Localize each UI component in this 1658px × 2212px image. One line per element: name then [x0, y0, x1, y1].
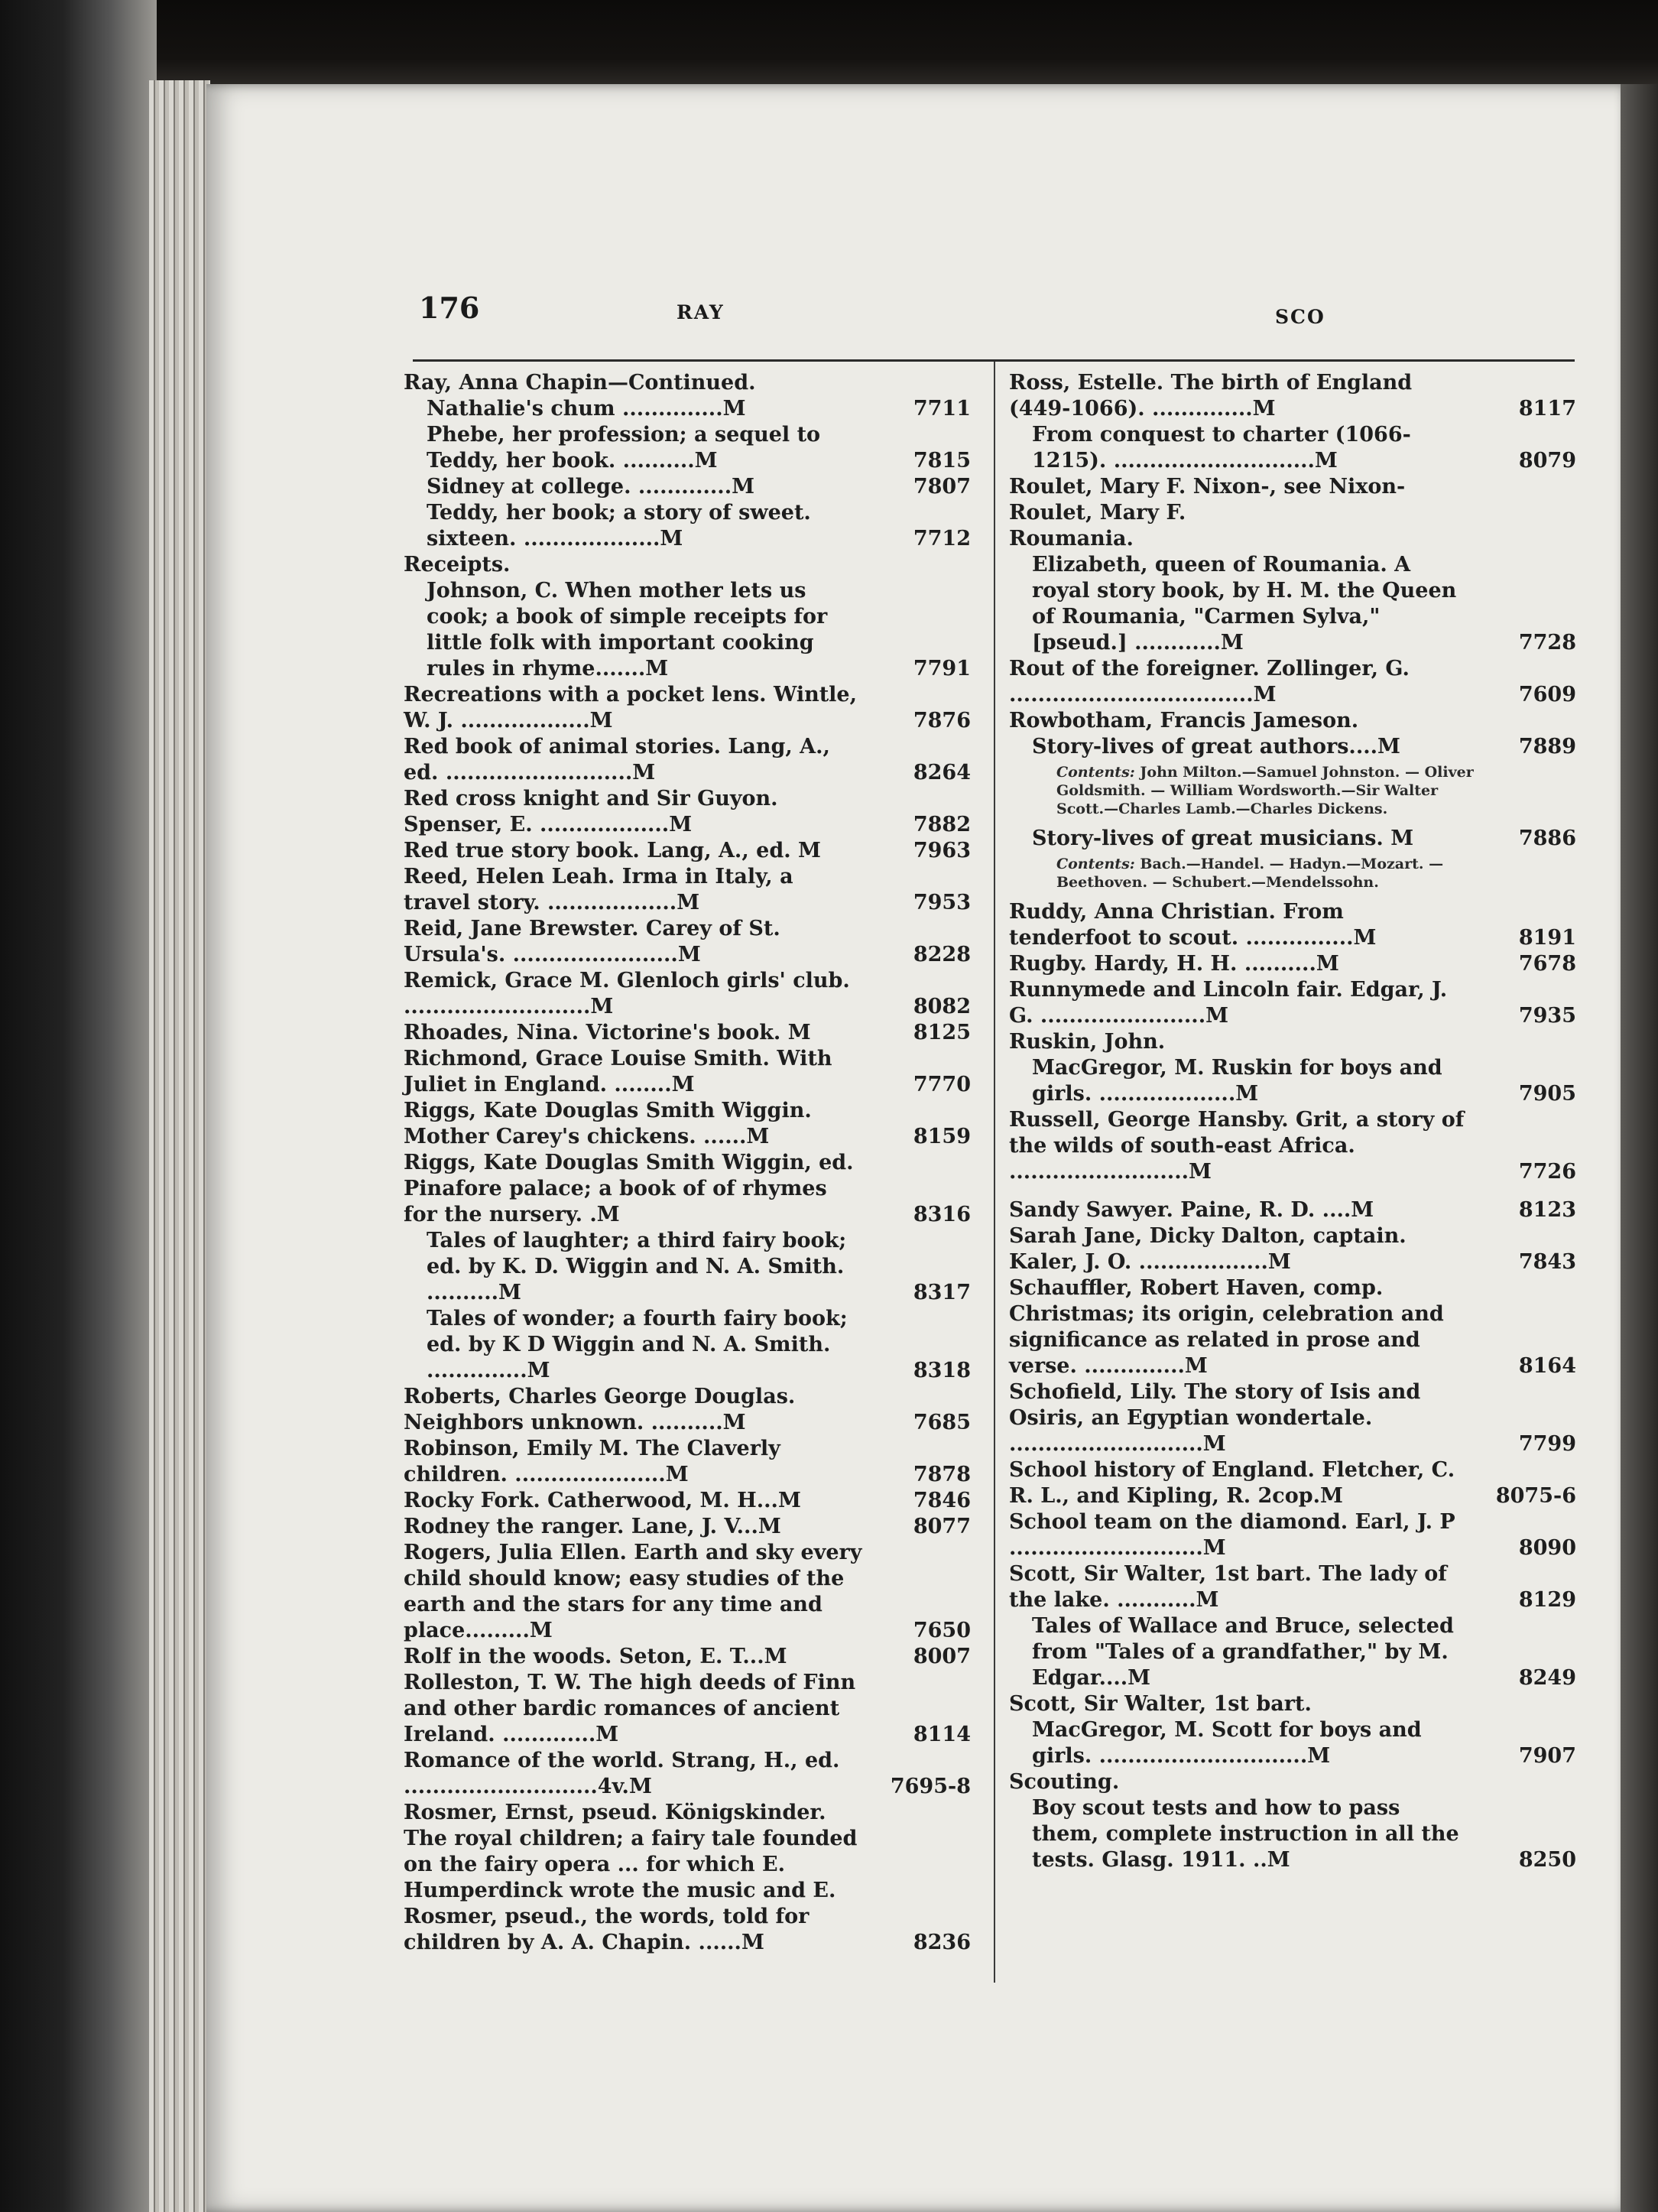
index-entry	[1009, 977, 1576, 1029]
entry-text: Sarah Jane, Dicky Dalton, captain. Kaler, J. O. ..................M	[1009, 1224, 1407, 1274]
entry-number: 7953	[913, 891, 971, 914]
entry-number: 8249	[1518, 1666, 1576, 1690]
entry-text: Red book of animal stories. Lang, A., ed. ..........................M	[404, 735, 830, 784]
entry-number: 8079	[1518, 449, 1576, 473]
entry-number: 8075-6	[1495, 1484, 1576, 1508]
entry-text: Rhoades, Nina. Victorine's book. M	[404, 1021, 811, 1044]
index-entry	[1009, 1457, 1576, 1509]
index-entry	[404, 1020, 971, 1046]
index-entry	[1009, 1379, 1576, 1457]
entry-number: 7886	[1518, 827, 1576, 850]
section-gap	[1009, 1185, 1576, 1197]
entry-text: MacGregor, M. Scott for boys and girls. .............................M	[1032, 1718, 1422, 1768]
index-entry	[1009, 734, 1576, 760]
entry-number: 8129	[1518, 1588, 1576, 1612]
entry-text: Red true story book. Lang, A., ed. M	[404, 839, 821, 862]
entry-text: MacGregor, M. Ruskin for boys and girls. ...................M	[1032, 1056, 1442, 1106]
index-entry	[404, 1644, 971, 1670]
entry-text: Richmond, Grace Louise Smith. With Juliet in England. ........M	[404, 1047, 832, 1096]
entry-number: 7905	[1518, 1082, 1576, 1106]
entry-number: 8114	[913, 1723, 971, 1746]
entry-number: 7712	[913, 527, 971, 551]
entry-number: 8123	[1518, 1198, 1576, 1222]
entry-number: 7889	[1518, 735, 1576, 758]
index-entry	[1009, 1613, 1576, 1691]
entry-contents	[1009, 763, 1484, 818]
running-head-left: RAY	[677, 301, 725, 323]
entry-text: Rugby. Hardy, H. H. ..........M	[1009, 952, 1339, 976]
entry-number: 7650	[913, 1619, 971, 1642]
index-entry	[404, 1748, 971, 1800]
entry-number: 8077	[913, 1515, 971, 1538]
index-entry	[1009, 1561, 1576, 1613]
entry-number: 8236	[913, 1931, 971, 1954]
entry-text: Schofield, Lily. The story of Isis and Osiris, an Egyptian wondertale. ...........................M	[1009, 1380, 1421, 1456]
index-entry	[404, 916, 971, 968]
entry-number: 7799	[1518, 1432, 1576, 1456]
entry-number: 7846	[913, 1489, 971, 1512]
entry-text: Scott, Sir Walter, 1st bart.	[1009, 1692, 1312, 1716]
index-entry	[404, 1384, 971, 1436]
index-entry	[404, 552, 971, 578]
entry-number: 7935	[1518, 1004, 1576, 1028]
entry-text: Reed, Helen Leah. Irma in Italy, a travel story. ..................M	[404, 865, 793, 914]
entry-text: Remick, Grace M. Glenloch girls' club. ..........................M	[404, 969, 850, 1018]
left-column	[404, 370, 971, 1956]
entry-text: Tales of wonder; a fourth fairy book; ed. by K D Wiggin and N. A. Smith. ..............M	[427, 1307, 848, 1382]
index-entry	[1009, 370, 1576, 422]
index-entry	[1009, 1029, 1576, 1055]
entry-number: 8117	[1518, 397, 1576, 421]
entry-number: 8191	[1518, 926, 1576, 950]
entry-text: Rolleston, T. W. The high deeds of Finn and other bardic romances of ancient Ireland. .............M	[404, 1671, 856, 1746]
column-rule	[994, 362, 995, 1983]
index-entry	[404, 864, 971, 916]
entry-text: Ruddy, Anna Christian. From tenderfoot to scout. ...............M	[1009, 900, 1377, 950]
index-entry	[404, 1436, 971, 1488]
entry-text: Reid, Jane Brewster. Carey of St. Ursula's. .......................M	[404, 917, 780, 966]
entry-text: Tales of laughter; a third fairy book; ed. by K. D. Wiggin and N. A. Smith. ..........M	[427, 1229, 847, 1304]
index-entry	[1009, 1509, 1576, 1561]
index-entry	[1009, 552, 1576, 656]
page-right-shadow	[1621, 84, 1658, 2212]
index-entry	[1009, 1795, 1576, 1873]
entry-text: Recreations with a pocket lens. Wintle, W. J. ..................M	[404, 683, 858, 732]
entry-text: Schauffler, Robert Haven, comp. Christmas; its origin, celebration and significance as related in prose and verse. ..............M	[1009, 1276, 1444, 1378]
entry-text: Rowbotham, Francis Jameson.	[1009, 709, 1359, 732]
entry-number: 7711	[913, 397, 971, 421]
entry-number: 8159	[913, 1125, 971, 1148]
entry-number: 7726	[1518, 1160, 1576, 1184]
entry-number: 8317	[913, 1281, 971, 1304]
running-head-right: SCO	[1275, 306, 1325, 328]
entry-number: 8316	[913, 1203, 971, 1226]
page-number: 176	[419, 291, 480, 325]
entry-number: 8264	[913, 761, 971, 784]
index-entry	[404, 396, 971, 422]
index-entry	[404, 422, 971, 474]
entry-number: 8228	[913, 943, 971, 966]
entry-number: 7876	[913, 709, 971, 732]
right-column	[1009, 370, 1576, 1873]
entry-text: Scouting.	[1009, 1770, 1120, 1794]
entry-number: 8082	[913, 995, 971, 1018]
entry-text: School team on the diamond. Earl, J. P ...........................M	[1009, 1510, 1455, 1560]
index-entry	[404, 786, 971, 838]
index-entry	[404, 1306, 971, 1384]
entry-number: 8250	[1518, 1848, 1576, 1872]
entry-number: 7843	[1518, 1250, 1576, 1274]
index-entry	[1009, 474, 1576, 526]
index-entry	[1009, 708, 1576, 734]
entry-text: Riggs, Kate Douglas Smith Wiggin. Mother Carey's chickens. ......M	[404, 1099, 812, 1148]
entry-number: 7791	[913, 657, 971, 680]
entry-text: School history of England. Fletcher, C. R. L., and Kipling, R. 2cop.M	[1009, 1458, 1455, 1508]
entry-text: Story-lives of great authors....M	[1032, 735, 1400, 758]
entry-text: Rogers, Julia Ellen. Earth and sky every child should know; easy studies of the earth and the stars for any time and place.........M	[404, 1541, 862, 1642]
entry-text: Nathalie's chum ..............M	[427, 397, 746, 421]
entry-text: Romance of the world. Strang, H., ed. ...........................4v.M	[404, 1749, 840, 1798]
entry-number: 7907	[1518, 1744, 1576, 1768]
index-entry	[404, 1150, 971, 1228]
entry-text: Riggs, Kate Douglas Smith Wiggin, ed. Pinafore palace; a book of of rhymes for the nursery. .M	[404, 1151, 854, 1226]
entry-text: Russell, George Hansby. Grit, a story of the wilds of south-east Africa. .........................M	[1009, 1108, 1465, 1184]
contents-label: Contents:	[1056, 764, 1135, 781]
index-entry	[404, 474, 971, 500]
index-entry	[1009, 526, 1576, 552]
index-entry	[404, 1670, 971, 1748]
index-entry	[1009, 1769, 1576, 1795]
index-entry	[404, 1514, 971, 1540]
entry-text: Rosmer, Ernst, pseud. Königskinder. The royal children; a fairy tale founded on the fairy opera ... for which E. Humperdinck wrote the music and E. Rosmer, pseud., the words, told for children by A. A. Chapin. ......M	[404, 1801, 858, 1954]
entry-number: 8318	[913, 1359, 971, 1382]
entry-number: 7685	[913, 1411, 971, 1434]
index-entry	[1009, 826, 1576, 852]
entry-number: 7678	[1518, 952, 1576, 976]
entry-text: Rodney the ranger. Lane, J. V...M	[404, 1515, 781, 1538]
index-entry	[404, 370, 971, 396]
entry-text: Scott, Sir Walter, 1st bart. The lady of the lake. ...........M	[1009, 1562, 1447, 1612]
entry-number: 7728	[1518, 631, 1576, 655]
index-entry	[404, 1098, 971, 1150]
entry-number: 8007	[913, 1645, 971, 1668]
contents-text: John Milton.—Samuel Johnston. — Oliver Goldsmith. — William Wordsworth.—Sir Walter Scott.—Charles Lamb.—Charles Dickens.	[1056, 764, 1474, 817]
entry-text: Teddy, her book; a story of sweet. sixteen. ...................M	[427, 501, 811, 551]
entry-text: Ross, Estelle. The birth of England (449-1066). ..............M	[1009, 371, 1413, 421]
page-edges	[149, 80, 210, 2212]
index-entry	[1009, 951, 1576, 977]
entry-text: Ruskin, John.	[1009, 1030, 1166, 1054]
book-binding	[0, 0, 157, 2212]
index-entry	[404, 968, 971, 1020]
entry-text: Red cross knight and Sir Guyon. Spenser, E. ..................M	[404, 787, 778, 836]
entry-number: 7695-8	[890, 1775, 971, 1798]
entry-text: Rocky Fork. Catherwood, M. H...M	[404, 1489, 801, 1512]
entry-text: Roumania.	[1009, 527, 1134, 551]
index-entry	[404, 1046, 971, 1098]
entry-number: 7963	[913, 839, 971, 862]
entry-text: Roulet, Mary F. Nixon-, see Nixon-Roulet, Mary F.	[1009, 475, 1406, 525]
entry-text: Sidney at college. .............M	[427, 475, 754, 499]
entry-text: Sandy Sawyer. Paine, R. D. ....M	[1009, 1198, 1374, 1222]
entry-number: 7609	[1518, 683, 1576, 706]
entry-number: 8125	[913, 1021, 971, 1044]
entry-text: Robinson, Emily M. The Claverly children. .....................M	[404, 1437, 780, 1486]
entry-text: Johnson, C. When mother lets us cook; a book of simple receipts for little folk with important cooking rules in rhyme.......M	[427, 579, 828, 680]
index-entry	[404, 734, 971, 786]
index-entry	[404, 500, 971, 552]
entry-contents	[1009, 855, 1484, 892]
running-head	[419, 291, 1573, 336]
index-entry	[1009, 1197, 1576, 1223]
index-entry	[1009, 656, 1576, 708]
index-entry	[404, 1800, 971, 1956]
entry-number: 7878	[913, 1463, 971, 1486]
entry-number: 7807	[913, 475, 971, 499]
index-entry	[1009, 1717, 1576, 1769]
index-entry	[404, 1540, 971, 1644]
entry-text: Elizabeth, queen of Roumania. A royal story book, by H. M. the Queen of Roumania, "Carmen Sylva," [pseud.] ............M	[1032, 553, 1457, 655]
entry-text: Roberts, Charles George Douglas. Neighbors unknown. ..........M	[404, 1385, 796, 1434]
entry-text: Story-lives of great musicians. M	[1032, 827, 1414, 850]
entry-text: From conquest to charter (1066-1215). ............................M	[1032, 423, 1411, 473]
contents-label: Contents:	[1056, 856, 1135, 872]
index-entry	[404, 682, 971, 734]
entry-number: 8090	[1518, 1536, 1576, 1560]
index-entry	[1009, 899, 1576, 951]
top-shadow	[0, 0, 1658, 84]
entry-number: 8164	[1518, 1354, 1576, 1378]
entry-number: 7882	[913, 813, 971, 836]
entry-text: Runnymede and Lincoln fair. Edgar, J. G. .......................M	[1009, 978, 1448, 1028]
contents-text: Bach.—Handel. — Hadyn.—Mozart. — Beethoven. — Schubert.—Mendelssohn.	[1056, 856, 1444, 891]
entry-text: Rout of the foreigner. Zollinger, G. ..................................M	[1009, 657, 1410, 706]
entry-text: Boy scout tests and how to pass them, complete instruction in all the tests. Glasg. 1911. ..M	[1032, 1796, 1459, 1872]
entry-text: Receipts.	[404, 553, 511, 577]
entry-text: Phebe, her profession; a sequel to Teddy, her book. ..........M	[427, 423, 821, 473]
index-entry	[404, 1488, 971, 1514]
index-entry	[404, 838, 971, 864]
index-entry	[1009, 1055, 1576, 1107]
entry-number: 7770	[913, 1073, 971, 1096]
index-entry	[404, 578, 971, 682]
index-entry	[1009, 422, 1576, 474]
entry-text: Rolf in the woods. Seton, E. T...M	[404, 1645, 787, 1668]
entry-text: Tales of Wallace and Bruce, selected from "Tales of a grandfather," by M. Edgar....M	[1032, 1614, 1454, 1690]
index-entry	[1009, 1223, 1576, 1275]
entry-text: Ray, Anna Chapin—Continued.	[404, 371, 756, 395]
index-entry	[1009, 1107, 1576, 1185]
index-entry	[1009, 1691, 1576, 1717]
index-entry	[404, 1228, 971, 1306]
index-entry	[1009, 1275, 1576, 1379]
entry-number: 7815	[913, 449, 971, 473]
